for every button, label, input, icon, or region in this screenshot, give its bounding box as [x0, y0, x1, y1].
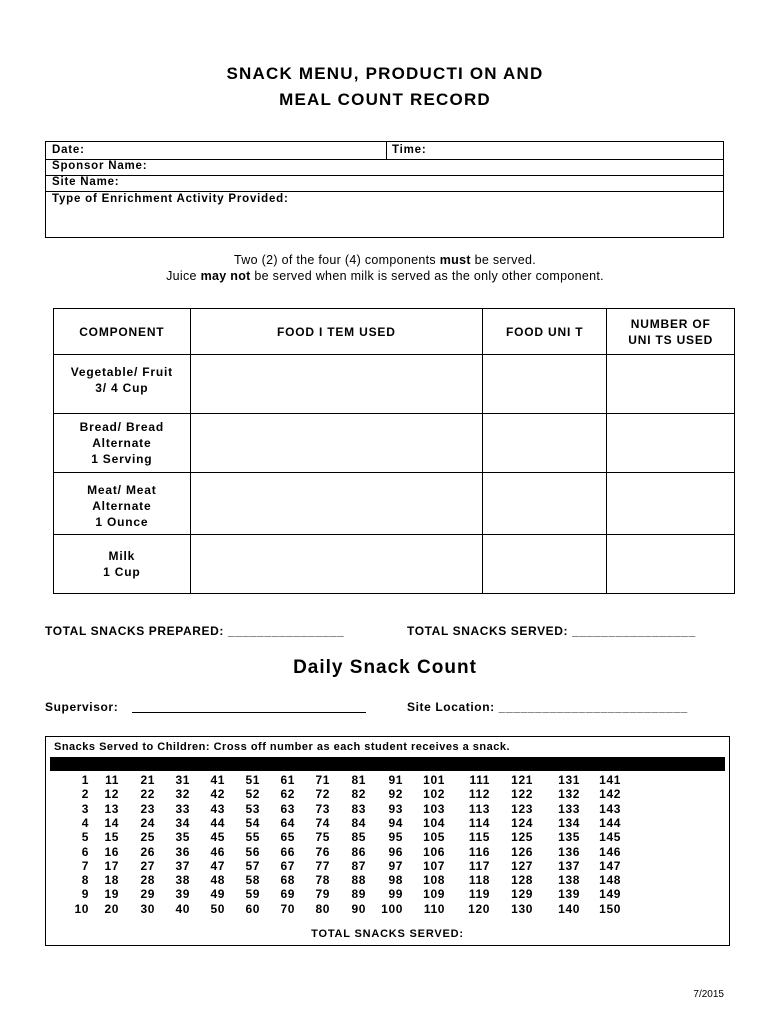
table-row	[54, 355, 735, 414]
count-number[interactable]: 34	[175, 815, 190, 830]
count-number[interactable]: 136	[558, 844, 580, 859]
count-number[interactable]: 72	[315, 787, 330, 802]
count-number[interactable]: 39	[175, 887, 190, 902]
count-number[interactable]: 2	[81, 787, 89, 802]
count-number[interactable]: 142	[599, 787, 621, 802]
count-number[interactable]: 57	[245, 858, 260, 873]
count-number[interactable]: 62	[280, 787, 295, 802]
count-number[interactable]: 101	[423, 773, 445, 787]
count-number[interactable]: 9	[81, 887, 89, 902]
header-info-box	[45, 141, 724, 238]
count-number[interactable]: 61	[280, 773, 295, 787]
count-number[interactable]: 6	[81, 844, 89, 859]
count-number[interactable]: 119	[468, 887, 490, 902]
count-number[interactable]: 23	[140, 801, 155, 816]
count-number[interactable]: 46	[210, 844, 225, 859]
count-number[interactable]: 49	[210, 887, 225, 902]
units-used-cell	[607, 535, 735, 594]
count-number[interactable]: 112	[468, 787, 490, 802]
count-number[interactable]: 149	[599, 887, 621, 902]
count-number[interactable]: 19	[104, 887, 119, 902]
count-number[interactable]: 81	[351, 773, 366, 787]
count-number[interactable]: 83	[351, 801, 366, 816]
count-number[interactable]: 63	[280, 801, 295, 816]
count-number[interactable]: 13	[104, 801, 119, 816]
units-used-header: NUMBER OF UNI TS USED	[607, 309, 735, 355]
food-unit-cell	[482, 355, 606, 414]
count-number[interactable]: 31	[175, 773, 190, 787]
count-number[interactable]: 123	[511, 801, 533, 816]
count-number[interactable]: 95	[388, 830, 403, 845]
count-number[interactable]: 102	[423, 787, 445, 802]
juice-note: Juice may not be served when milk is served as the only other component.	[166, 269, 604, 283]
count-number[interactable]: 66	[280, 844, 295, 859]
count-number[interactable]: 147	[599, 858, 621, 873]
food-item-cell	[190, 535, 482, 594]
sponsor-name-label: Sponsor Name:	[52, 160, 148, 172]
count-number[interactable]: 28	[140, 873, 155, 888]
count-number[interactable]: 74	[315, 815, 330, 830]
count-number[interactable]: 103	[423, 801, 445, 816]
table-row	[54, 414, 735, 473]
count-number[interactable]: 12	[104, 787, 119, 802]
component-vegetable-fruit: Vegetable/ Fruit 3/ 4 Cup	[54, 355, 191, 414]
components-note: Two (2) of the four (4) components must be served.	[234, 253, 536, 267]
count-number[interactable]: 24	[140, 815, 155, 830]
count-number[interactable]: 125	[511, 830, 533, 845]
count-number[interactable]: 32	[175, 787, 190, 802]
count-number[interactable]: 139	[558, 887, 580, 902]
count-number[interactable]: 126	[511, 844, 533, 859]
count-number[interactable]: 55	[245, 830, 260, 845]
count-number[interactable]: 106	[423, 844, 445, 859]
count-number[interactable]: 127	[511, 858, 533, 873]
count-number[interactable]: 70	[280, 901, 295, 916]
count-number[interactable]: 82	[351, 787, 366, 802]
food-item-cell	[190, 414, 482, 473]
count-number[interactable]: 93	[388, 801, 403, 816]
count-number[interactable]: 29	[140, 887, 155, 902]
count-number[interactable]: 20	[104, 901, 119, 916]
count-number[interactable]: 92	[388, 787, 403, 802]
count-number[interactable]: 5	[81, 830, 89, 845]
count-number[interactable]: 37	[175, 858, 190, 873]
count-number[interactable]: 105	[423, 830, 445, 845]
count-total-served: TOTAL SNACKS SERVED:	[311, 928, 464, 940]
count-number[interactable]: 73	[315, 801, 330, 816]
count-number[interactable]: 94	[388, 815, 403, 830]
count-number[interactable]: 41	[210, 773, 225, 787]
count-number[interactable]: 35	[175, 830, 190, 845]
count-number[interactable]: 17	[104, 858, 119, 873]
revision-date: 7/2015	[693, 989, 724, 1000]
count-number[interactable]: 30	[140, 901, 155, 916]
snack-count-box	[45, 736, 730, 946]
count-number[interactable]: 58	[245, 873, 260, 888]
total-snacks-prepared: TOTAL SNACKS PREPARED: ________________	[45, 624, 345, 638]
date-time-row	[46, 142, 723, 160]
count-number[interactable]: 100	[381, 901, 403, 916]
header-bar	[50, 757, 725, 771]
count-number[interactable]: 1	[81, 773, 89, 787]
component-table	[53, 308, 735, 594]
count-number[interactable]: 36	[175, 844, 190, 859]
units-used-cell	[607, 355, 735, 414]
date-label: Date:	[52, 144, 85, 156]
count-number[interactable]: 59	[245, 887, 260, 902]
count-number[interactable]: 4	[81, 815, 89, 830]
count-number[interactable]: 16	[104, 844, 119, 859]
count-number[interactable]: 64	[280, 815, 295, 830]
food-unit-cell	[482, 473, 606, 535]
count-number[interactable]: 99	[388, 887, 403, 902]
count-number[interactable]: 77	[315, 858, 330, 873]
count-number[interactable]: 134	[558, 815, 580, 830]
count-number[interactable]: 150	[599, 901, 621, 916]
count-number[interactable]: 45	[210, 830, 225, 845]
component-milk: Milk 1 Cup	[54, 535, 191, 594]
site-name-label: Site Name:	[52, 176, 120, 188]
count-number[interactable]: 51	[245, 773, 260, 787]
supervisor-label: Supervisor:	[45, 700, 119, 714]
count-number[interactable]: 84	[351, 815, 366, 830]
count-number[interactable]: 109	[423, 887, 445, 902]
site-row	[46, 175, 723, 192]
count-number[interactable]: 115	[468, 830, 490, 845]
count-number[interactable]: 48	[210, 873, 225, 888]
count-number[interactable]: 68	[280, 873, 295, 888]
count-number[interactable]: 111	[469, 773, 490, 787]
food-unit-cell	[482, 535, 606, 594]
count-number[interactable]: 117	[468, 858, 490, 873]
count-number[interactable]: 75	[315, 830, 330, 845]
count-number[interactable]: 141	[599, 773, 621, 787]
count-number[interactable]: 50	[210, 901, 225, 916]
time-label: Time:	[392, 144, 427, 156]
count-number[interactable]: 90	[351, 901, 366, 916]
count-number[interactable]: 56	[245, 844, 260, 859]
component-meat: Meat/ Meat Alternate 1 Ounce	[54, 473, 191, 535]
count-number[interactable]: 133	[558, 801, 580, 816]
count-number[interactable]: 143	[599, 801, 621, 816]
count-number[interactable]: 146	[599, 844, 621, 859]
count-number[interactable]: 118	[468, 873, 490, 888]
count-number[interactable]: 144	[599, 815, 621, 830]
count-number[interactable]: 145	[599, 830, 621, 845]
count-number[interactable]: 132	[558, 787, 580, 802]
count-number[interactable]: 129	[511, 887, 533, 902]
component-bread: Bread/ Bread Alternate 1 Serving	[54, 414, 191, 473]
count-number[interactable]: 140	[558, 901, 580, 916]
count-number[interactable]: 124	[511, 815, 533, 830]
count-number[interactable]: 88	[351, 873, 366, 888]
daily-snack-count-title: Daily Snack Count	[293, 657, 477, 678]
count-number[interactable]: 135	[558, 830, 580, 845]
count-number[interactable]: 121	[511, 773, 533, 787]
count-number[interactable]: 47	[210, 858, 225, 873]
count-number[interactable]: 120	[468, 901, 490, 916]
count-number[interactable]: 42	[210, 787, 225, 802]
count-number[interactable]: 21	[140, 773, 155, 787]
count-number[interactable]: 53	[245, 801, 260, 816]
food-item-header: FOOD I TEM USED	[190, 309, 482, 355]
sponsor-row	[46, 159, 723, 176]
count-number[interactable]: 91	[388, 773, 403, 787]
count-number[interactable]: 87	[351, 858, 366, 873]
document-title-line1: SNACK MENU, PRODUCTI ON AND	[226, 64, 544, 83]
count-number[interactable]: 8	[81, 873, 89, 888]
units-used-cell	[607, 473, 735, 535]
food-unit-cell	[482, 414, 606, 473]
count-number[interactable]: 104	[423, 815, 445, 830]
count-number[interactable]: 108	[423, 873, 445, 888]
count-number[interactable]: 25	[140, 830, 155, 845]
count-number[interactable]: 27	[140, 858, 155, 873]
table-header-row	[54, 309, 735, 355]
count-number[interactable]: 60	[245, 901, 260, 916]
count-number[interactable]: 44	[210, 815, 225, 830]
count-number[interactable]: 69	[280, 887, 295, 902]
count-number[interactable]: 148	[599, 873, 621, 888]
count-number[interactable]: 122	[511, 787, 533, 802]
count-number[interactable]: 85	[351, 830, 366, 845]
count-number[interactable]: 80	[315, 901, 330, 916]
food-item-cell	[190, 473, 482, 535]
food-item-cell	[190, 355, 482, 414]
count-number[interactable]: 130	[511, 901, 533, 916]
count-number[interactable]: 22	[140, 787, 155, 802]
count-number[interactable]: 40	[175, 901, 190, 916]
count-instruction: Snacks Served to Children: Cross off number as each student receives a snack.	[54, 741, 511, 753]
count-number[interactable]: 14	[104, 815, 119, 830]
component-header: COMPONENT	[54, 309, 191, 355]
site-location-label: Site Location: __________________________	[407, 700, 688, 714]
count-number[interactable]: 10	[74, 901, 89, 916]
date-time-divider	[386, 142, 387, 159]
count-number[interactable]: 116	[468, 844, 490, 859]
table-row	[54, 473, 735, 535]
count-number[interactable]: 96	[388, 844, 403, 859]
table-row	[54, 535, 735, 594]
count-number[interactable]: 3	[81, 801, 89, 816]
count-number[interactable]: 107	[423, 858, 445, 873]
count-number[interactable]: 15	[104, 830, 119, 845]
count-number[interactable]: 43	[210, 801, 225, 816]
count-number[interactable]: 33	[175, 801, 190, 816]
count-number[interactable]: 54	[245, 815, 260, 830]
count-number[interactable]: 52	[245, 787, 260, 802]
count-number[interactable]: 76	[315, 844, 330, 859]
enrichment-activity-label: Type of Enrichment Activity Provided:	[52, 193, 289, 205]
count-number[interactable]: 65	[280, 830, 295, 845]
count-number[interactable]: 11	[105, 773, 119, 787]
count-number[interactable]: 7	[81, 858, 89, 873]
count-number[interactable]: 137	[558, 858, 580, 873]
count-number[interactable]: 114	[468, 815, 490, 830]
count-number[interactable]: 79	[315, 887, 330, 902]
count-number[interactable]: 110	[423, 901, 445, 916]
count-number[interactable]: 71	[315, 773, 330, 787]
count-number[interactable]: 128	[511, 873, 533, 888]
count-number[interactable]: 131	[558, 773, 580, 787]
count-number[interactable]: 113	[468, 801, 490, 816]
count-number[interactable]: 138	[558, 873, 580, 888]
supervisor-line	[132, 712, 366, 713]
count-number[interactable]: 67	[280, 858, 295, 873]
count-number[interactable]: 89	[351, 887, 366, 902]
count-number[interactable]: 26	[140, 844, 155, 859]
total-snacks-served: TOTAL SNACKS SERVED: _________________	[407, 624, 696, 638]
document-title-line2: MEAL COUNT RECORD	[279, 90, 491, 109]
units-used-cell	[607, 414, 735, 473]
count-number[interactable]: 18	[104, 873, 119, 888]
food-unit-header: FOOD UNI T	[482, 309, 606, 355]
count-number[interactable]: 98	[388, 873, 403, 888]
count-number[interactable]: 78	[315, 873, 330, 888]
count-number[interactable]: 86	[351, 844, 366, 859]
count-number[interactable]: 38	[175, 873, 190, 888]
count-number[interactable]: 97	[388, 858, 403, 873]
